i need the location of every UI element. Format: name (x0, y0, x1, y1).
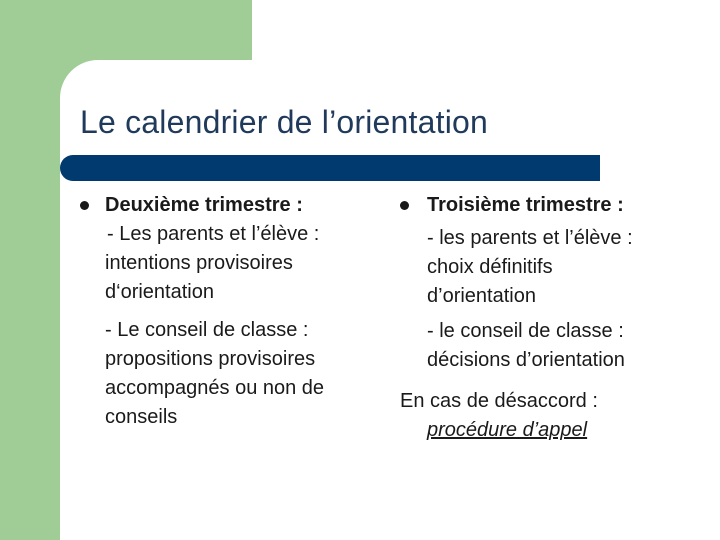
right-heading: Troisième trimestre : (427, 194, 624, 216)
left-text-line: d‘orientation (105, 281, 214, 303)
title-rule (60, 155, 600, 181)
bullet-icon (400, 201, 409, 210)
left-text-line: intentions provisoires (105, 252, 293, 274)
right-text-line: décisions d’orientation (427, 349, 625, 371)
left-text-line: - Les parents et l’élève : (107, 223, 320, 245)
decorative-green-strip (0, 60, 60, 540)
left-text-line: conseils (105, 406, 178, 428)
left-text-line: - Le conseil de classe : (105, 319, 309, 341)
left-text-line: propositions provisoires (105, 348, 316, 370)
left-text-line: accompagnés ou non de (105, 377, 325, 399)
right-note: En cas de désaccord : (400, 390, 598, 412)
left-column (105, 191, 324, 432)
right-column-para1 (427, 224, 633, 311)
right-text-line: - les parents et l’élève : (427, 227, 633, 249)
right-column-para2 (427, 317, 625, 375)
left-heading: Deuxième trimestre : (105, 194, 303, 216)
bullet-icon (80, 201, 89, 210)
appeal-procedure-link[interactable]: procédure d’appel (427, 419, 588, 441)
right-text-line: - le conseil de classe : (427, 320, 624, 342)
slide-title: Le calendrier de l’orientation (80, 104, 489, 140)
right-column-heading (427, 191, 624, 220)
right-column-link (427, 416, 587, 445)
right-text-line: d’orientation (427, 285, 536, 307)
right-column-note (400, 387, 598, 416)
right-text-line: choix définitifs (427, 256, 553, 278)
